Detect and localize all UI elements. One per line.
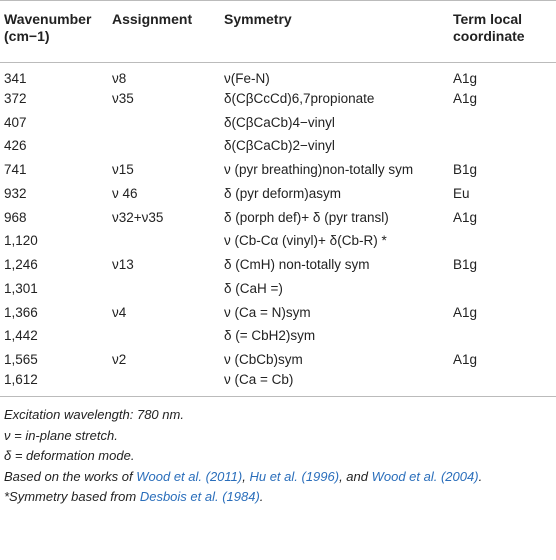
- cell-symmetry: δ (CaH =): [224, 280, 283, 296]
- cell-wavenumber: 1,301: [4, 280, 38, 296]
- cell-assignment: [108, 277, 220, 301]
- ref-link-wood-2011[interactable]: Wood et al. (2011): [136, 468, 243, 484]
- header-symmetry: Symmetry: [220, 1, 449, 63]
- cell-assignment: [108, 135, 220, 159]
- table-row: [0, 325, 556, 349]
- table-row: [0, 230, 556, 254]
- cell-assignment: ν8: [112, 71, 127, 86]
- cell-term: [449, 135, 556, 159]
- cell-wavenumber: 968: [4, 209, 27, 225]
- table-body: [0, 63, 556, 397]
- cell-assignment: ν4: [112, 304, 127, 320]
- ref-link-wood-2004[interactable]: Wood et al. (2004): [371, 468, 479, 484]
- note-based-prefix: Based on the works of: [4, 468, 137, 484]
- cell-assignment: ν2: [112, 352, 127, 368]
- cell-symmetry: δ(CβCcCd)6,7propionate: [224, 90, 375, 106]
- cell-wavenumber: 1,612: [4, 372, 38, 387]
- cell-term: [449, 230, 556, 254]
- cell-symmetry: δ (CmH) non-totally sym: [224, 257, 370, 273]
- cell-assignment: ν13: [112, 257, 134, 273]
- cell-wavenumber: 372: [4, 90, 27, 106]
- cell-assignment: ν15: [112, 162, 134, 178]
- cell-assignment: ν35: [112, 90, 134, 106]
- cell-assignment: [108, 372, 220, 397]
- note-nu: ν = in-plane stretch.: [4, 427, 118, 443]
- table-row: [0, 206, 556, 230]
- cell-wavenumber: 1,246: [4, 257, 38, 273]
- cell-wavenumber: 341: [4, 71, 27, 86]
- cell-wavenumber: 1,442: [4, 328, 38, 344]
- cell-symmetry: ν(Fe-N): [224, 71, 270, 86]
- cell-symmetry: δ(CβCaCb)2−vinyl: [224, 138, 335, 154]
- header-term: Term local coordinate: [449, 1, 556, 63]
- table-row: [0, 111, 556, 135]
- cell-symmetry: ν (Ca = N)sym: [224, 304, 311, 320]
- cell-term: [449, 325, 556, 349]
- cell-symmetry: ν (CbCb)sym: [224, 352, 303, 368]
- cell-wavenumber: 426: [4, 138, 27, 154]
- cell-assignment: ν 46: [112, 185, 138, 201]
- table-row: [0, 301, 556, 325]
- cell-term: B1g: [453, 257, 478, 273]
- cell-term: [449, 277, 556, 301]
- cell-assignment: [108, 230, 220, 254]
- cell-wavenumber: 1,120: [4, 233, 38, 249]
- cell-assignment: [108, 111, 220, 135]
- cell-term: A1g: [453, 71, 478, 86]
- table-row: [0, 135, 556, 159]
- cell-term: A1g: [453, 209, 478, 225]
- table-row: [0, 158, 556, 182]
- table-header: [0, 1, 556, 63]
- cell-term: A1g: [453, 90, 478, 106]
- table-row: [0, 87, 556, 111]
- ref-link-desbois-1984[interactable]: Desbois et al. (1984): [139, 489, 260, 504]
- cell-term: B1g: [453, 162, 478, 178]
- cell-term: A1g: [453, 304, 478, 320]
- cell-term: A1g: [453, 352, 478, 368]
- note-symmetry-source: [4, 487, 556, 508]
- header-row: [0, 1, 556, 63]
- note-sep-1: ,: [242, 468, 250, 484]
- note-sym-suffix: .: [259, 489, 264, 504]
- table-row: [0, 348, 556, 372]
- table-row: [0, 182, 556, 206]
- cell-term: [449, 372, 556, 397]
- table-row: [0, 63, 556, 88]
- table-notes: [0, 397, 556, 508]
- note-based-on: [4, 467, 556, 488]
- cell-term: Eu: [453, 185, 470, 201]
- cell-symmetry: ν (pyr breathing)non-totally sym: [224, 162, 414, 178]
- cell-wavenumber: 1,366: [4, 304, 38, 320]
- cell-assignment: [108, 325, 220, 349]
- ref-link-hu-1996[interactable]: Hu et al. (1996): [249, 468, 340, 484]
- table-row: [0, 253, 556, 277]
- cell-wavenumber: 741: [4, 162, 27, 178]
- cell-symmetry: δ (pyr deform)asym: [224, 185, 342, 201]
- cell-term: [449, 111, 556, 135]
- cell-symmetry: ν (Cb-Cα (vinyl)+ δ(Cb-R) *: [224, 233, 387, 249]
- cell-wavenumber: 1,565: [4, 352, 38, 368]
- table-row: [0, 372, 556, 397]
- cell-assignment: ν32+ν35: [112, 209, 164, 225]
- cell-symmetry: ν (Ca = Cb): [224, 372, 294, 387]
- note-excitation: Excitation wavelength: 780 nm.: [4, 407, 184, 422]
- cell-wavenumber: 932: [4, 185, 27, 201]
- cell-symmetry: δ(CβCaCb)4−vinyl: [224, 114, 335, 130]
- note-sep-2: , and: [339, 468, 372, 484]
- cell-symmetry: δ (porph def)+ δ (pyr transl): [224, 209, 389, 225]
- header-wavenumber: Wavenumber (cm−1): [0, 1, 108, 63]
- cell-wavenumber: 407: [4, 114, 27, 130]
- table-row: [0, 277, 556, 301]
- cell-symmetry: δ (= CbH2)sym: [224, 328, 316, 344]
- header-assignment: Assignment: [108, 1, 220, 63]
- note-delta: δ = deformation mode.: [4, 448, 135, 463]
- note-sym-prefix: *Symmetry based from: [4, 489, 140, 504]
- note-based-suffix: .: [478, 468, 483, 484]
